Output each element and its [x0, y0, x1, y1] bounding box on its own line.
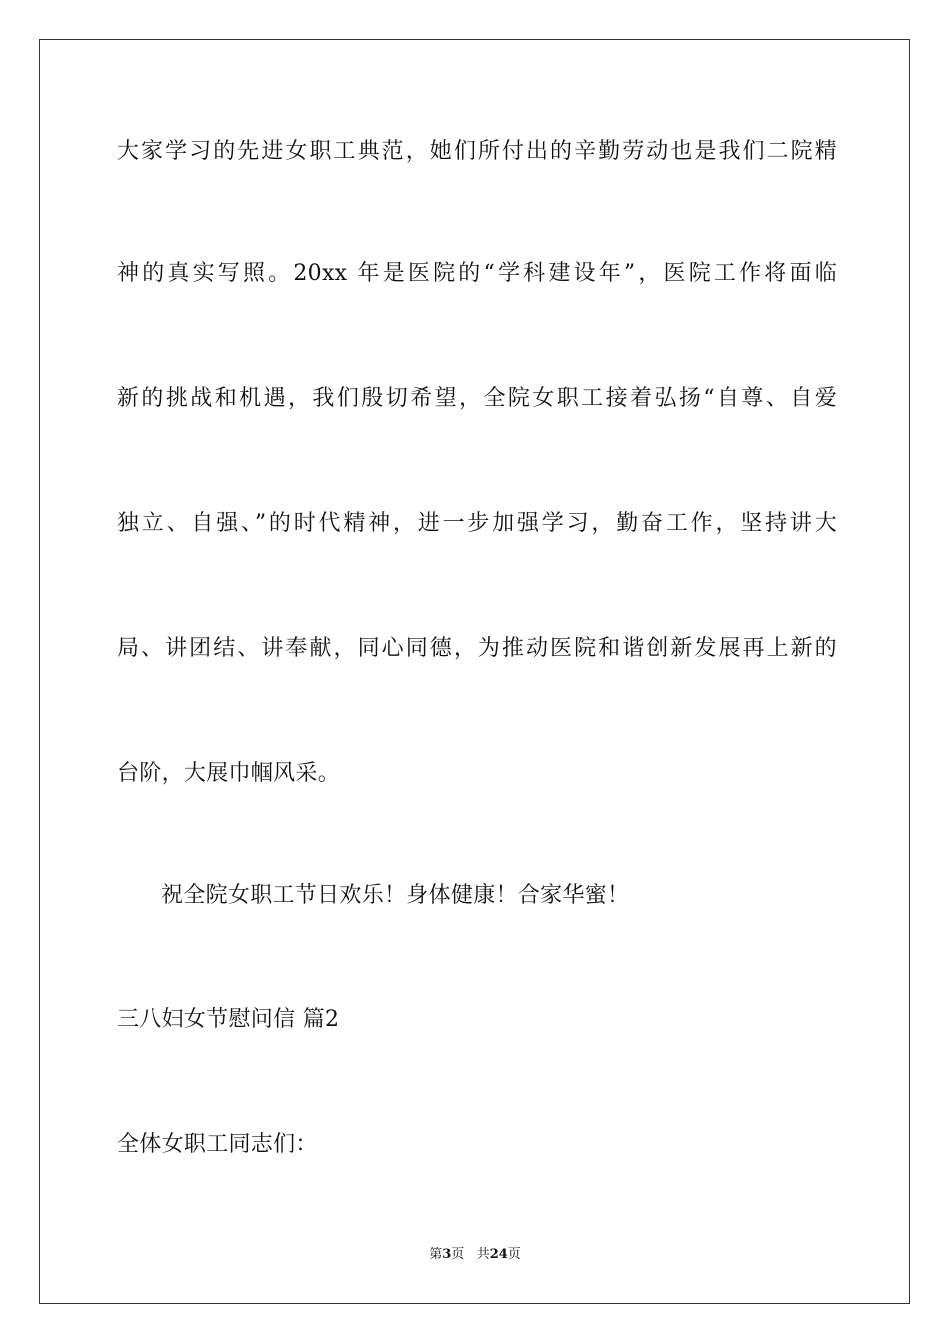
holiday-wish: 祝全院女职工节日欢乐！身体健康！合家华蜜！: [161, 883, 630, 908]
page-footer: [0, 1246, 950, 1264]
page-frame: [39, 39, 910, 1304]
footer-page-suffix: 页: [451, 1247, 465, 1262]
footer-page-current: 3: [442, 1247, 452, 1262]
footer-total-suffix: 页: [507, 1247, 521, 1262]
body-line-6: 台阶，大展巾帼风采。: [117, 761, 341, 786]
body-line-5: 局、讲团结、讲奉献，同心同德，为推动医院和谐创新发展再上新的: [117, 636, 837, 661]
body-line-4: 独立、自强、”的时代精神，进一步加强学习，勤奋工作，坚持讲大: [117, 511, 837, 536]
body-line-1: 大家学习的先进女职工典范，她们所付出的辛勤劳动也是我们二院精: [117, 139, 837, 164]
salutation: 全体女职工同志们：: [117, 1132, 318, 1157]
section-title: 三八妇女节慰问信 篇2: [117, 1007, 340, 1032]
body-line-2: 神的真实写照。20xx 年是医院的“学科建设年”，医院工作将面临: [117, 261, 837, 286]
body-line-3: 新的挑战和机遇，我们殷切希望，全院女职工接着弘扬“自尊、自爱: [117, 386, 837, 411]
footer-total-prefix: 共: [476, 1247, 490, 1262]
footer-page-total: 24: [489, 1247, 508, 1262]
footer-page-prefix: 第: [429, 1247, 443, 1262]
